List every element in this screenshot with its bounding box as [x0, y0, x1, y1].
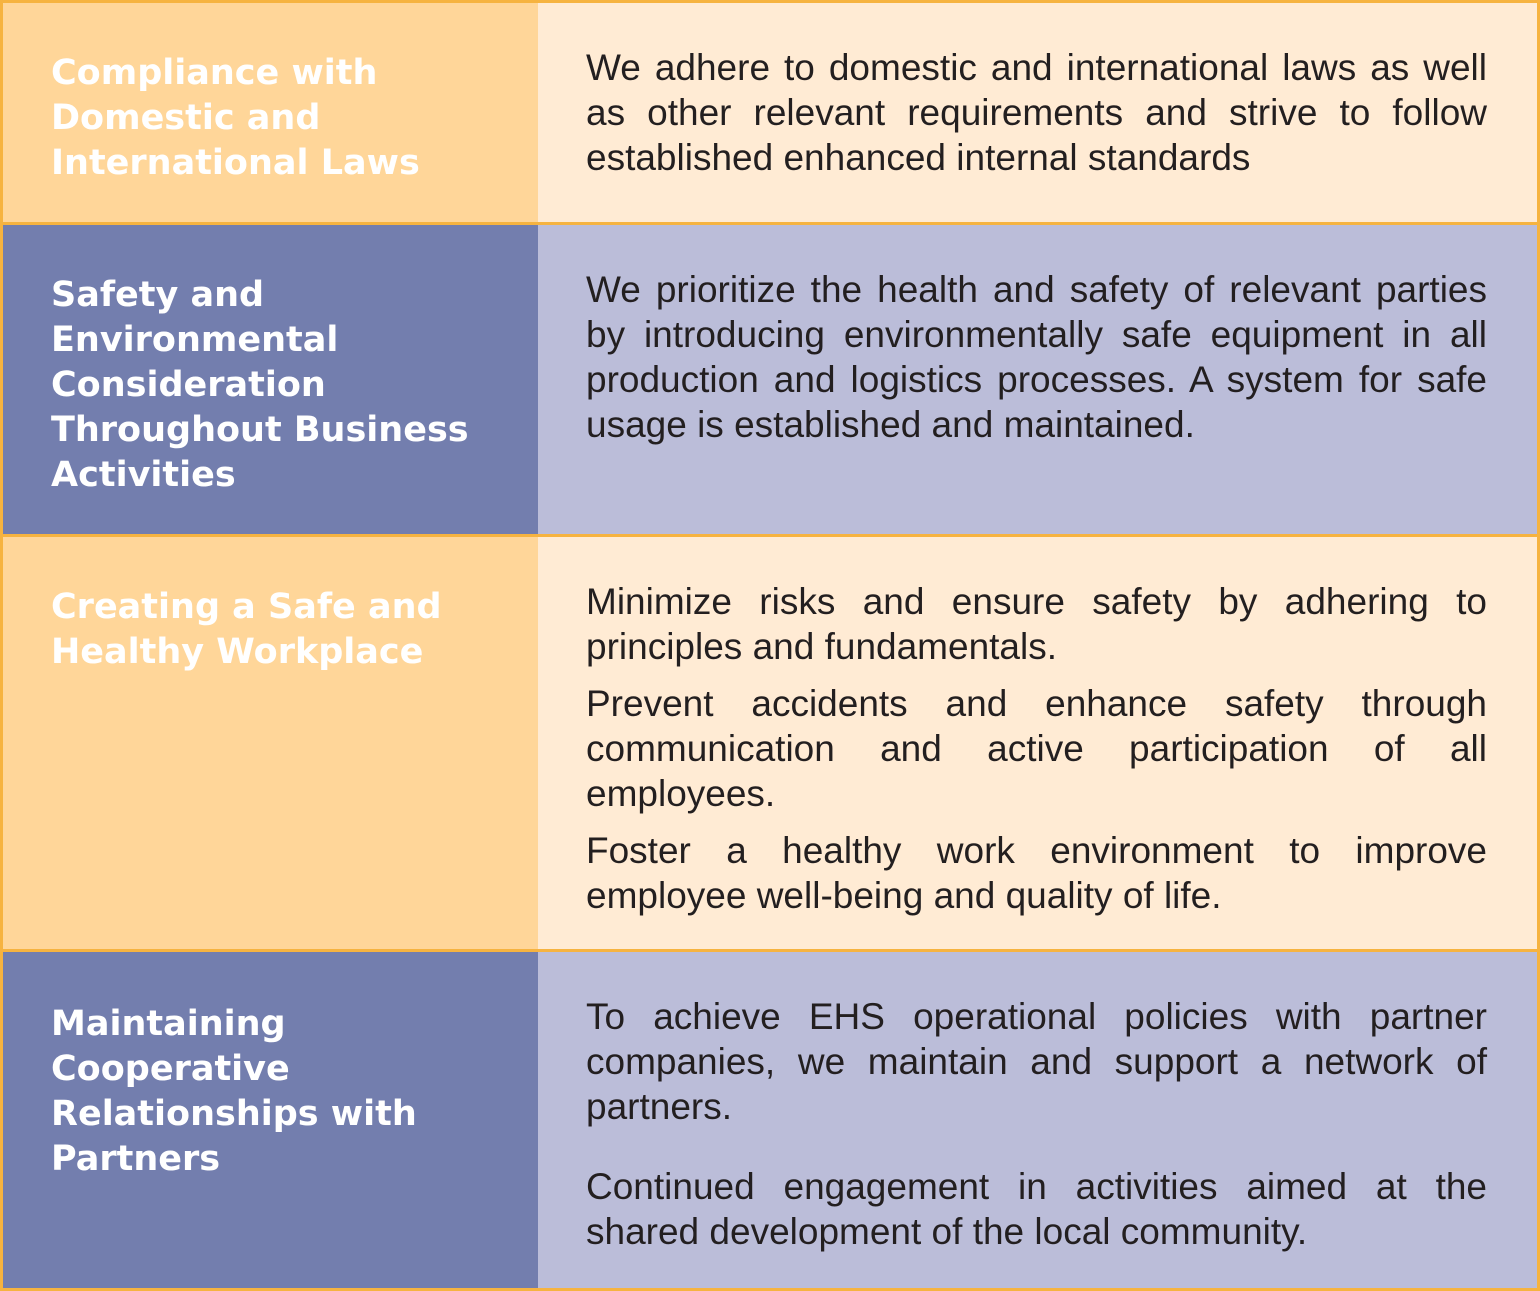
policy-description-compliance [538, 3, 1537, 222]
policy-paragraph: Prevent accidents and enhance safety through communication and active participation of all employees. [586, 683, 1487, 814]
policy-row-safety-environment [3, 225, 1537, 537]
policy-title-partners: Maintaining Cooperative Relationships with Partners [3, 952, 538, 1288]
policy-paragraph: Minimize risks and ensure safety by adhering to principles and fundamentals. [586, 581, 1487, 667]
policy-title-workplace: Creating a Safe and Healthy Workplace [3, 537, 538, 949]
policy-description-partners [538, 952, 1537, 1288]
policy-description-workplace [538, 537, 1537, 949]
policy-description-safety-environment [538, 225, 1537, 534]
policy-row-workplace [3, 537, 1537, 952]
policy-row-partners [3, 952, 1537, 1288]
policy-title-compliance: Compliance with Domestic and International Laws [3, 3, 538, 222]
policy-row-compliance [3, 3, 1537, 225]
policy-paragraph: Foster a healthy work environment to improve employee well-being and quality of life. [586, 830, 1487, 916]
policy-paragraph: Continued engagement in activities aimed at the shared development of the local community. [586, 1166, 1487, 1252]
policy-paragraph: To achieve EHS operational policies with partner companies, we maintain and support a network of partners. [586, 996, 1487, 1127]
policy-paragraph: We adhere to domestic and international laws as well as other relevant requirements and strive to follow established enhanced internal standards [586, 47, 1487, 178]
policy-title-safety-environment: Safety and Environmental Consideration Throughout Business Activities [3, 225, 538, 534]
policy-paragraph: We prioritize the health and safety of relevant parties by introducing environmentally safe equipment in all production and logistics processes. A system for safe usage is established and maintained. [586, 269, 1487, 445]
